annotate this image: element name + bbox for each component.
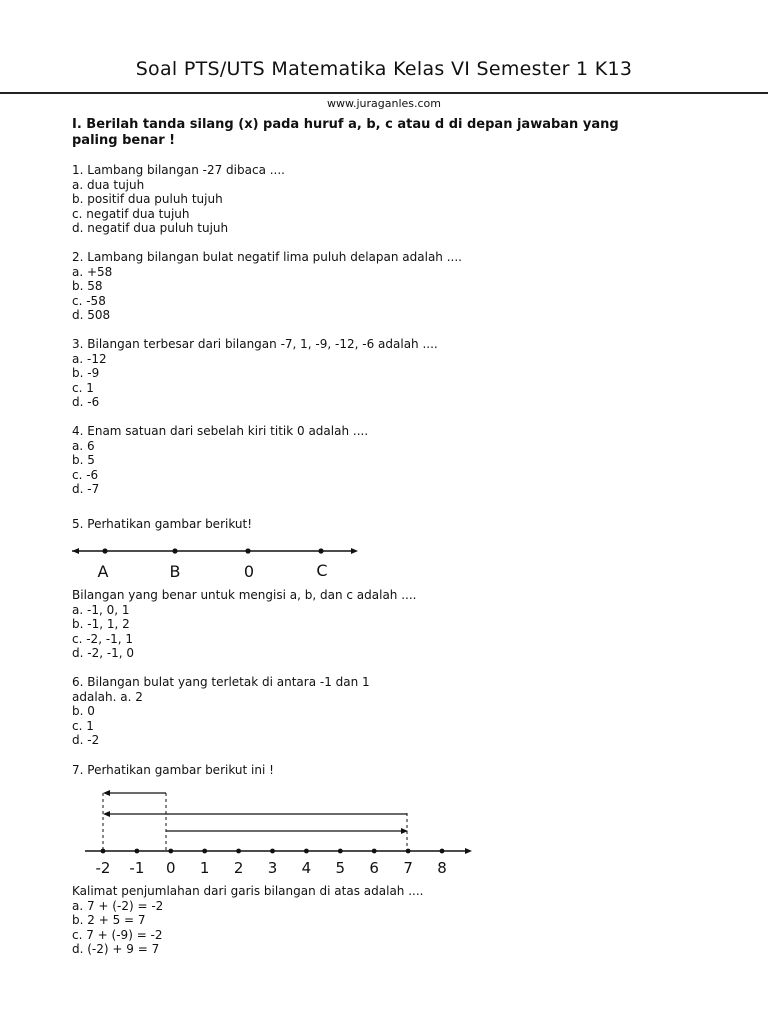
label-zero: 0 — [243, 562, 255, 581]
number-line-figure-5 — [0, 535, 768, 585]
option-c: c. -58 — [72, 293, 106, 308]
option-b: b. 58 — [72, 279, 103, 294]
option-a: a. -12 — [72, 351, 107, 366]
point-a — [102, 548, 107, 553]
option-b: b. -9 — [72, 366, 100, 381]
arrow-right-icon — [465, 848, 472, 854]
tick-point — [440, 849, 445, 854]
option-a: a. -1, 0, 1 — [72, 602, 130, 617]
arrow-left-icon — [72, 548, 79, 554]
tick-label: 1 — [199, 859, 210, 877]
question-5 — [72, 517, 252, 532]
option-c: c. 7 + (-9) = -2 — [72, 927, 163, 942]
label-b: B — [169, 562, 181, 581]
tick-point — [270, 849, 275, 854]
option-a: a. 7 + (-2) = -2 — [72, 898, 164, 913]
option-c: c. -2, -1, 1 — [72, 631, 134, 646]
tick-group — [96, 849, 447, 877]
tick-label: 6 — [369, 859, 379, 877]
number-line-figure-7 — [0, 785, 768, 880]
arrow-right-icon — [351, 548, 358, 554]
option-c: c. -6 — [72, 467, 99, 482]
point-c — [318, 548, 323, 553]
option-a: a. 6 — [72, 438, 95, 453]
followup-text: Kalimat penjumlahan dari garis bilangan di atas adalah .... — [72, 884, 424, 898]
option-c: c. 1 — [72, 380, 94, 395]
website-url: www.juraganles.com — [326, 97, 441, 110]
tick-label: 7 — [403, 859, 413, 877]
question-text: 4. Enam satuan dari sebelah kiri titik 0 adalah .... — [72, 424, 369, 438]
tick-point — [101, 849, 106, 854]
question-text: 2. Lambang bilangan bulat negatif lima puluh delapan adalah .... — [72, 250, 462, 264]
option-d: d. negatif dua puluh tujuh — [72, 221, 229, 236]
question-2 — [72, 250, 462, 323]
tick-point — [406, 849, 411, 854]
page-title: Soal PTS/UTS Matematika Kelas VI Semester 1 K13 — [135, 58, 633, 80]
question-text: 5. Perhatikan gambar berikut! — [72, 517, 253, 531]
option-a: a. +58 — [72, 264, 113, 279]
question-text-line2: adalah. a. 2 — [72, 689, 143, 704]
option-d: d. -2 — [72, 733, 100, 748]
question-5-answers — [72, 588, 416, 661]
option-d: d. -6 — [72, 395, 100, 410]
tick-point — [135, 849, 140, 854]
option-c: c. negatif dua tujuh — [72, 206, 190, 221]
tick-label: 2 — [233, 859, 244, 877]
tick-point — [338, 849, 343, 854]
option-b: b. positif dua puluh tujuh — [72, 192, 223, 207]
question-4 — [72, 424, 368, 497]
tick-label: 0 — [166, 859, 176, 877]
question-7 — [72, 763, 274, 778]
arrow-head-icon — [103, 811, 110, 817]
tick-label: -1 — [129, 859, 145, 877]
option-b: b. 0 — [72, 704, 95, 719]
tick-point — [236, 849, 241, 854]
question-text: 3. Bilangan terbesar dari bilangan -7, 1, -9, -12, -6 adalah .... — [72, 337, 438, 351]
tick-label: 3 — [267, 859, 278, 877]
tick-point — [372, 849, 377, 854]
tick-point — [202, 849, 207, 854]
question-3 — [72, 337, 438, 410]
tick-point — [304, 849, 309, 854]
question-text: 6. Bilangan bulat yang terletak di antara -1 dan 1 — [72, 675, 370, 689]
header-divider — [0, 92, 768, 94]
tick-label: -2 — [95, 859, 111, 877]
followup-text: Bilangan yang benar untuk mengisi a, b, dan c adalah .... — [72, 588, 417, 602]
option-d: d. -2, -1, 0 — [72, 646, 135, 661]
option-d: d. 508 — [72, 308, 111, 323]
option-b: b. 2 + 5 = 7 — [72, 913, 146, 928]
point-b — [172, 548, 177, 553]
option-b: b. 5 — [72, 453, 95, 468]
point-zero — [245, 548, 250, 553]
tick-label: 8 — [437, 859, 447, 877]
tick-label: 4 — [301, 859, 312, 877]
question-text: 7. Perhatikan gambar berikut ini ! — [72, 763, 274, 777]
option-b: b. -1, 1, 2 — [72, 617, 130, 632]
arrow-head-icon — [103, 790, 110, 796]
instruction-text: I. Berilah tanda silang (x) pada huruf a, b, c atau d di depan jawaban yang paling benar ! — [72, 117, 619, 148]
option-d: d. (-2) + 9 = 7 — [72, 942, 160, 957]
question-text: 1. Lambang bilangan -27 dibaca .... — [72, 163, 285, 177]
question-6 — [72, 675, 370, 748]
tick-label: 5 — [335, 859, 346, 877]
option-d: d. -7 — [72, 482, 100, 497]
option-c: c. 1 — [72, 718, 94, 733]
question-1 — [72, 163, 285, 236]
question-7-answers — [72, 884, 423, 957]
option-a: a. dua tujuh — [72, 177, 145, 192]
tick-point — [168, 849, 173, 854]
label-c: C — [316, 561, 328, 580]
label-a: A — [97, 562, 109, 581]
